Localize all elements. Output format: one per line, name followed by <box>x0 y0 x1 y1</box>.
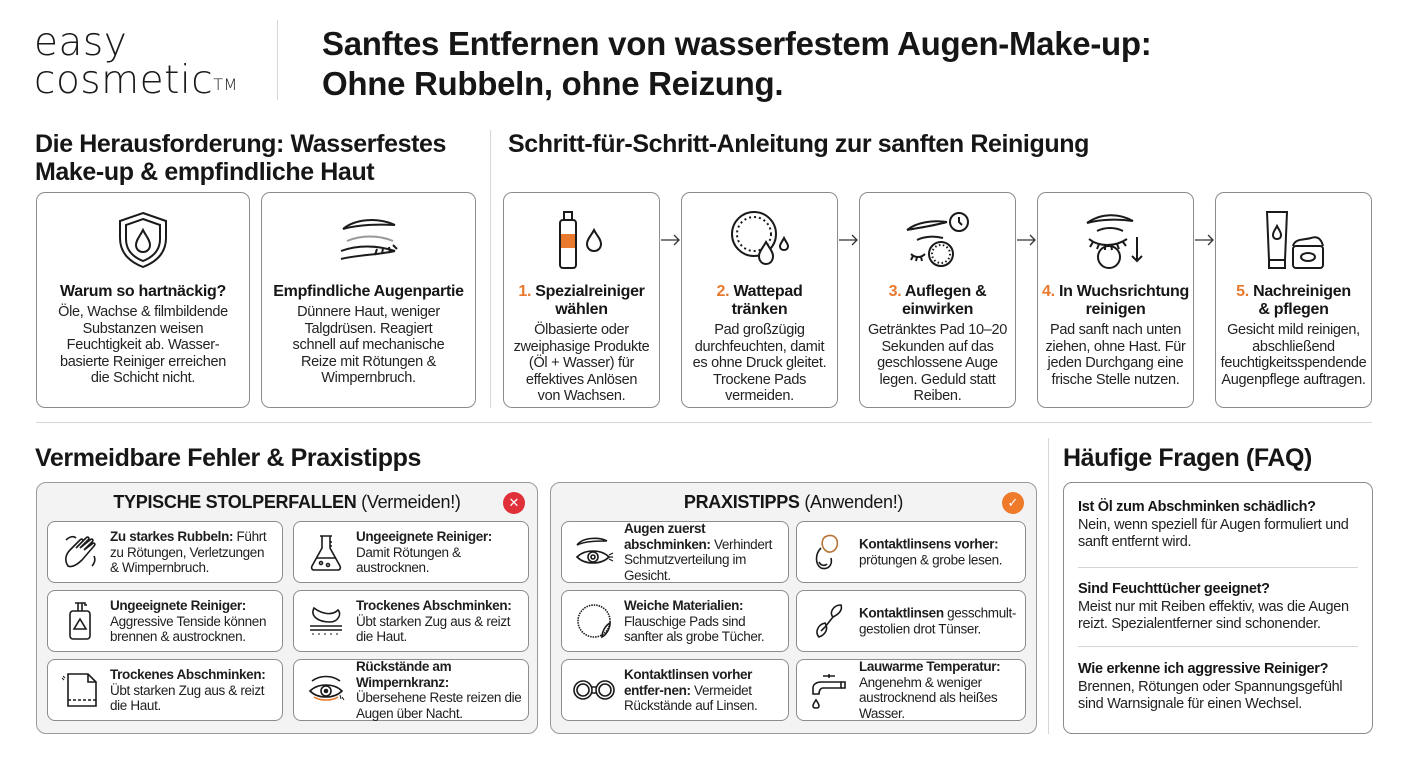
shield-drop-icon <box>37 205 249 275</box>
faq-separator <box>1078 567 1358 568</box>
faq-item <box>1078 661 1358 713</box>
challenge-card-sensitive <box>261 192 476 408</box>
arrow-right-icon <box>661 234 681 246</box>
step-body: Gesicht mild reinigen, abschließend feuchtigkeitsspendende Augenpflege auftragen. <box>1220 322 1367 388</box>
challenge-card-stubborn <box>36 192 250 408</box>
contact-lens-icon <box>805 530 853 574</box>
header-divider <box>277 20 278 100</box>
pitfalls-title: TYPISCHE STOLPERFALLEN (Vermeiden!) <box>113 492 461 512</box>
pitfall-item <box>293 521 529 583</box>
challenge-heading-line-2: Make-up & empfindliche Haut <box>35 158 375 186</box>
pitfall-item <box>47 521 283 583</box>
tip-text: Weiche Materialien: Flauschige Pads sind sanfter als grobe Tücher. <box>624 597 765 644</box>
tip-text: Lauwarme Temperatur: Angenehm & weniger austrocknend als heißes Wasser. <box>859 659 1001 721</box>
error-x-icon: ✕ <box>503 492 525 514</box>
tips-title: PRAXISTIPPS (Anwenden!) <box>683 492 904 512</box>
step-title: 1. Spezialreiniger wählen <box>518 283 645 318</box>
leaf-pads-icon <box>805 599 853 643</box>
tip-item <box>796 590 1026 652</box>
tip-text: Kontaktlinsen vorher entfer-nen: Vermeidet Rückstände auf Linsen. <box>624 666 758 713</box>
step-body: Getränktes Pad 10–20 Sekunden auf das geschlossene Auge legen. Geduld statt Reiben. <box>867 322 1008 404</box>
challenge-heading <box>35 130 446 186</box>
pitfall-text: Rückstände am Wimpernkranz: Übersehene Reste reizen die Augen über Nacht. <box>356 659 522 721</box>
dry-tissue-icon <box>56 668 104 712</box>
tip-item <box>796 521 1026 583</box>
tip-text: Kontaktlinsen gesschmult-gestolien drot Tünser. <box>859 605 1017 636</box>
tip-item <box>561 659 789 721</box>
tip-item <box>561 521 789 583</box>
page-title-line-1: Sanftes Entfernen von wasserfestem Augen-Make-up: <box>322 25 1152 62</box>
pitfall-item <box>293 590 529 652</box>
eye-pad-clock-icon <box>860 205 1015 275</box>
faq-heading: Häufige Fragen (FAQ) <box>1063 444 1312 472</box>
trademark: TM <box>213 75 238 94</box>
brand-logo <box>34 20 238 103</box>
step-card-1 <box>503 192 660 408</box>
mistakes-heading: Vermeidbare Fehler & Praxistipps <box>35 444 421 472</box>
page-title <box>322 24 1151 104</box>
faq-answer: Meist nur mit Reiben effektiv, was die Augen reizt. Spezialentferner sind schonender. <box>1078 599 1349 632</box>
bottle-drop-icon <box>504 205 659 275</box>
pitfall-item <box>47 590 283 652</box>
rubbing-hand-icon <box>56 530 104 574</box>
step-body: Pad sanft nach unten ziehen, ohne Hast. Für jeden Durchgang eine frische Stelle nutzen. <box>1045 322 1186 388</box>
step-card-4 <box>1037 192 1194 408</box>
faq-question: Sind Feuchttücher geeignet? <box>1078 581 1270 597</box>
step-title: 5. Nachreinigen & pflegen <box>1236 283 1351 318</box>
step-title: 3. Auflegen & einwirken <box>888 283 987 318</box>
step-title: 4. In Wuchsrichtung reinigen <box>1042 283 1189 318</box>
tip-text: Augen zuerst abschminken: Verhindert Schmutzverteilung im Gesicht. <box>624 521 773 583</box>
faq-divider <box>1048 438 1049 734</box>
faq-box <box>1063 482 1373 734</box>
feather-skin-icon <box>302 599 350 643</box>
card-title: Warum so hartnäckig? <box>60 283 226 300</box>
soft-pad-icon <box>570 599 618 643</box>
pitfall-item <box>47 659 283 721</box>
arrow-right-icon <box>839 234 859 246</box>
card-body: Dünnere Haut, weniger Talgdrüsen. Reagiert schnell auf mechanische Reize mit Rötungen & Wimpernbruch. <box>292 304 445 386</box>
tube-jar-icon <box>1216 205 1371 275</box>
eye-pad-down-arrow-icon <box>1038 205 1193 275</box>
step-card-5 <box>1215 192 1372 408</box>
faq-item <box>1078 581 1358 633</box>
pitfall-text: Ungeeignete Reiniger: Damit Rötungen & austrocknen. <box>356 528 492 575</box>
card-title: Empfindliche Augenpartie <box>273 283 464 300</box>
check-icon: ✓ <box>1002 492 1024 514</box>
faq-answer: Brennen, Rötungen oder Spannungsgefühl sind Warnsignale für einen Wechsel. <box>1078 679 1343 712</box>
faq-separator <box>1078 646 1358 647</box>
pitfall-text: Zu starkes Rubbeln: Führt zu Rötungen, Verletzungen & Wimpernbruch. <box>110 528 267 575</box>
tip-item <box>561 590 789 652</box>
faq-answer: Nein, wenn speziell für Augen formuliert und sanft entfernt wird. <box>1078 517 1349 550</box>
logo-line-2: cosmetic <box>34 58 214 103</box>
pitfall-text: Trockenes Abschminken: Übt starken Zug aus & reizt die Haut. <box>110 666 266 713</box>
eye-icon <box>570 530 618 574</box>
faq-question: Wie erkenne ich aggressive Reiniger? <box>1078 661 1329 677</box>
faucet-icon <box>805 668 853 712</box>
steps-heading: Schritt-für-Schritt-Anleitung zur sanften Reinigung <box>508 130 1089 158</box>
pump-bottle-warning-icon <box>56 599 104 643</box>
challenge-heading-line-1: Die Herausforderung: Wasserfestes <box>35 130 447 158</box>
lens-case-icon <box>570 668 618 712</box>
pitfalls-panel <box>36 482 538 734</box>
arrow-right-icon <box>1195 234 1215 246</box>
step-title: 2. Wattepad tränken <box>716 283 803 318</box>
irritated-eye-icon <box>302 668 350 712</box>
faq-question: Ist Öl zum Abschminken schädlich? <box>1078 499 1316 515</box>
faq-item <box>1078 499 1358 551</box>
card-body: Öle, Wachse & filmbildende Substanzen weisen Feuchtigkeit ab. Wasser- basierte Reiniger erreichen die Schicht nicht. <box>58 304 228 386</box>
logo-line-1: easy <box>34 20 128 65</box>
step-card-3 <box>859 192 1016 408</box>
step-body: Pad großzügig durchfeuchten, damit es ohne Druck gleitet. Trockene Pads vermeiden. <box>692 322 827 404</box>
pitfall-text: Ungeeignete Reiniger: Aggressive Tenside können brennen & austrocknen. <box>110 597 267 644</box>
tip-item <box>796 659 1026 721</box>
section-divider <box>490 130 491 408</box>
step-card-2 <box>681 192 838 408</box>
page-title-line-2: Ohne Rubbeln, ohne Reizung. <box>322 65 784 102</box>
cotton-pad-drops-icon <box>682 205 837 275</box>
step-body: Ölbasierte oder zweiphasige Produkte (Öl + Wasser) für effektives Anlösen von Wachsen. <box>513 322 650 404</box>
section-separator <box>36 422 1372 423</box>
tips-panel <box>550 482 1037 734</box>
arrow-right-icon <box>1017 234 1037 246</box>
tip-text: Kontaktlinsens vorher: prötungen & grobe lesen. <box>859 536 1003 567</box>
pitfall-item <box>293 659 529 721</box>
flask-icon <box>302 530 350 574</box>
closed-eye-icon <box>262 205 475 275</box>
pitfall-text: Trockenes Abschminken: Übt starken Zug aus & reizt die Haut. <box>356 597 512 644</box>
